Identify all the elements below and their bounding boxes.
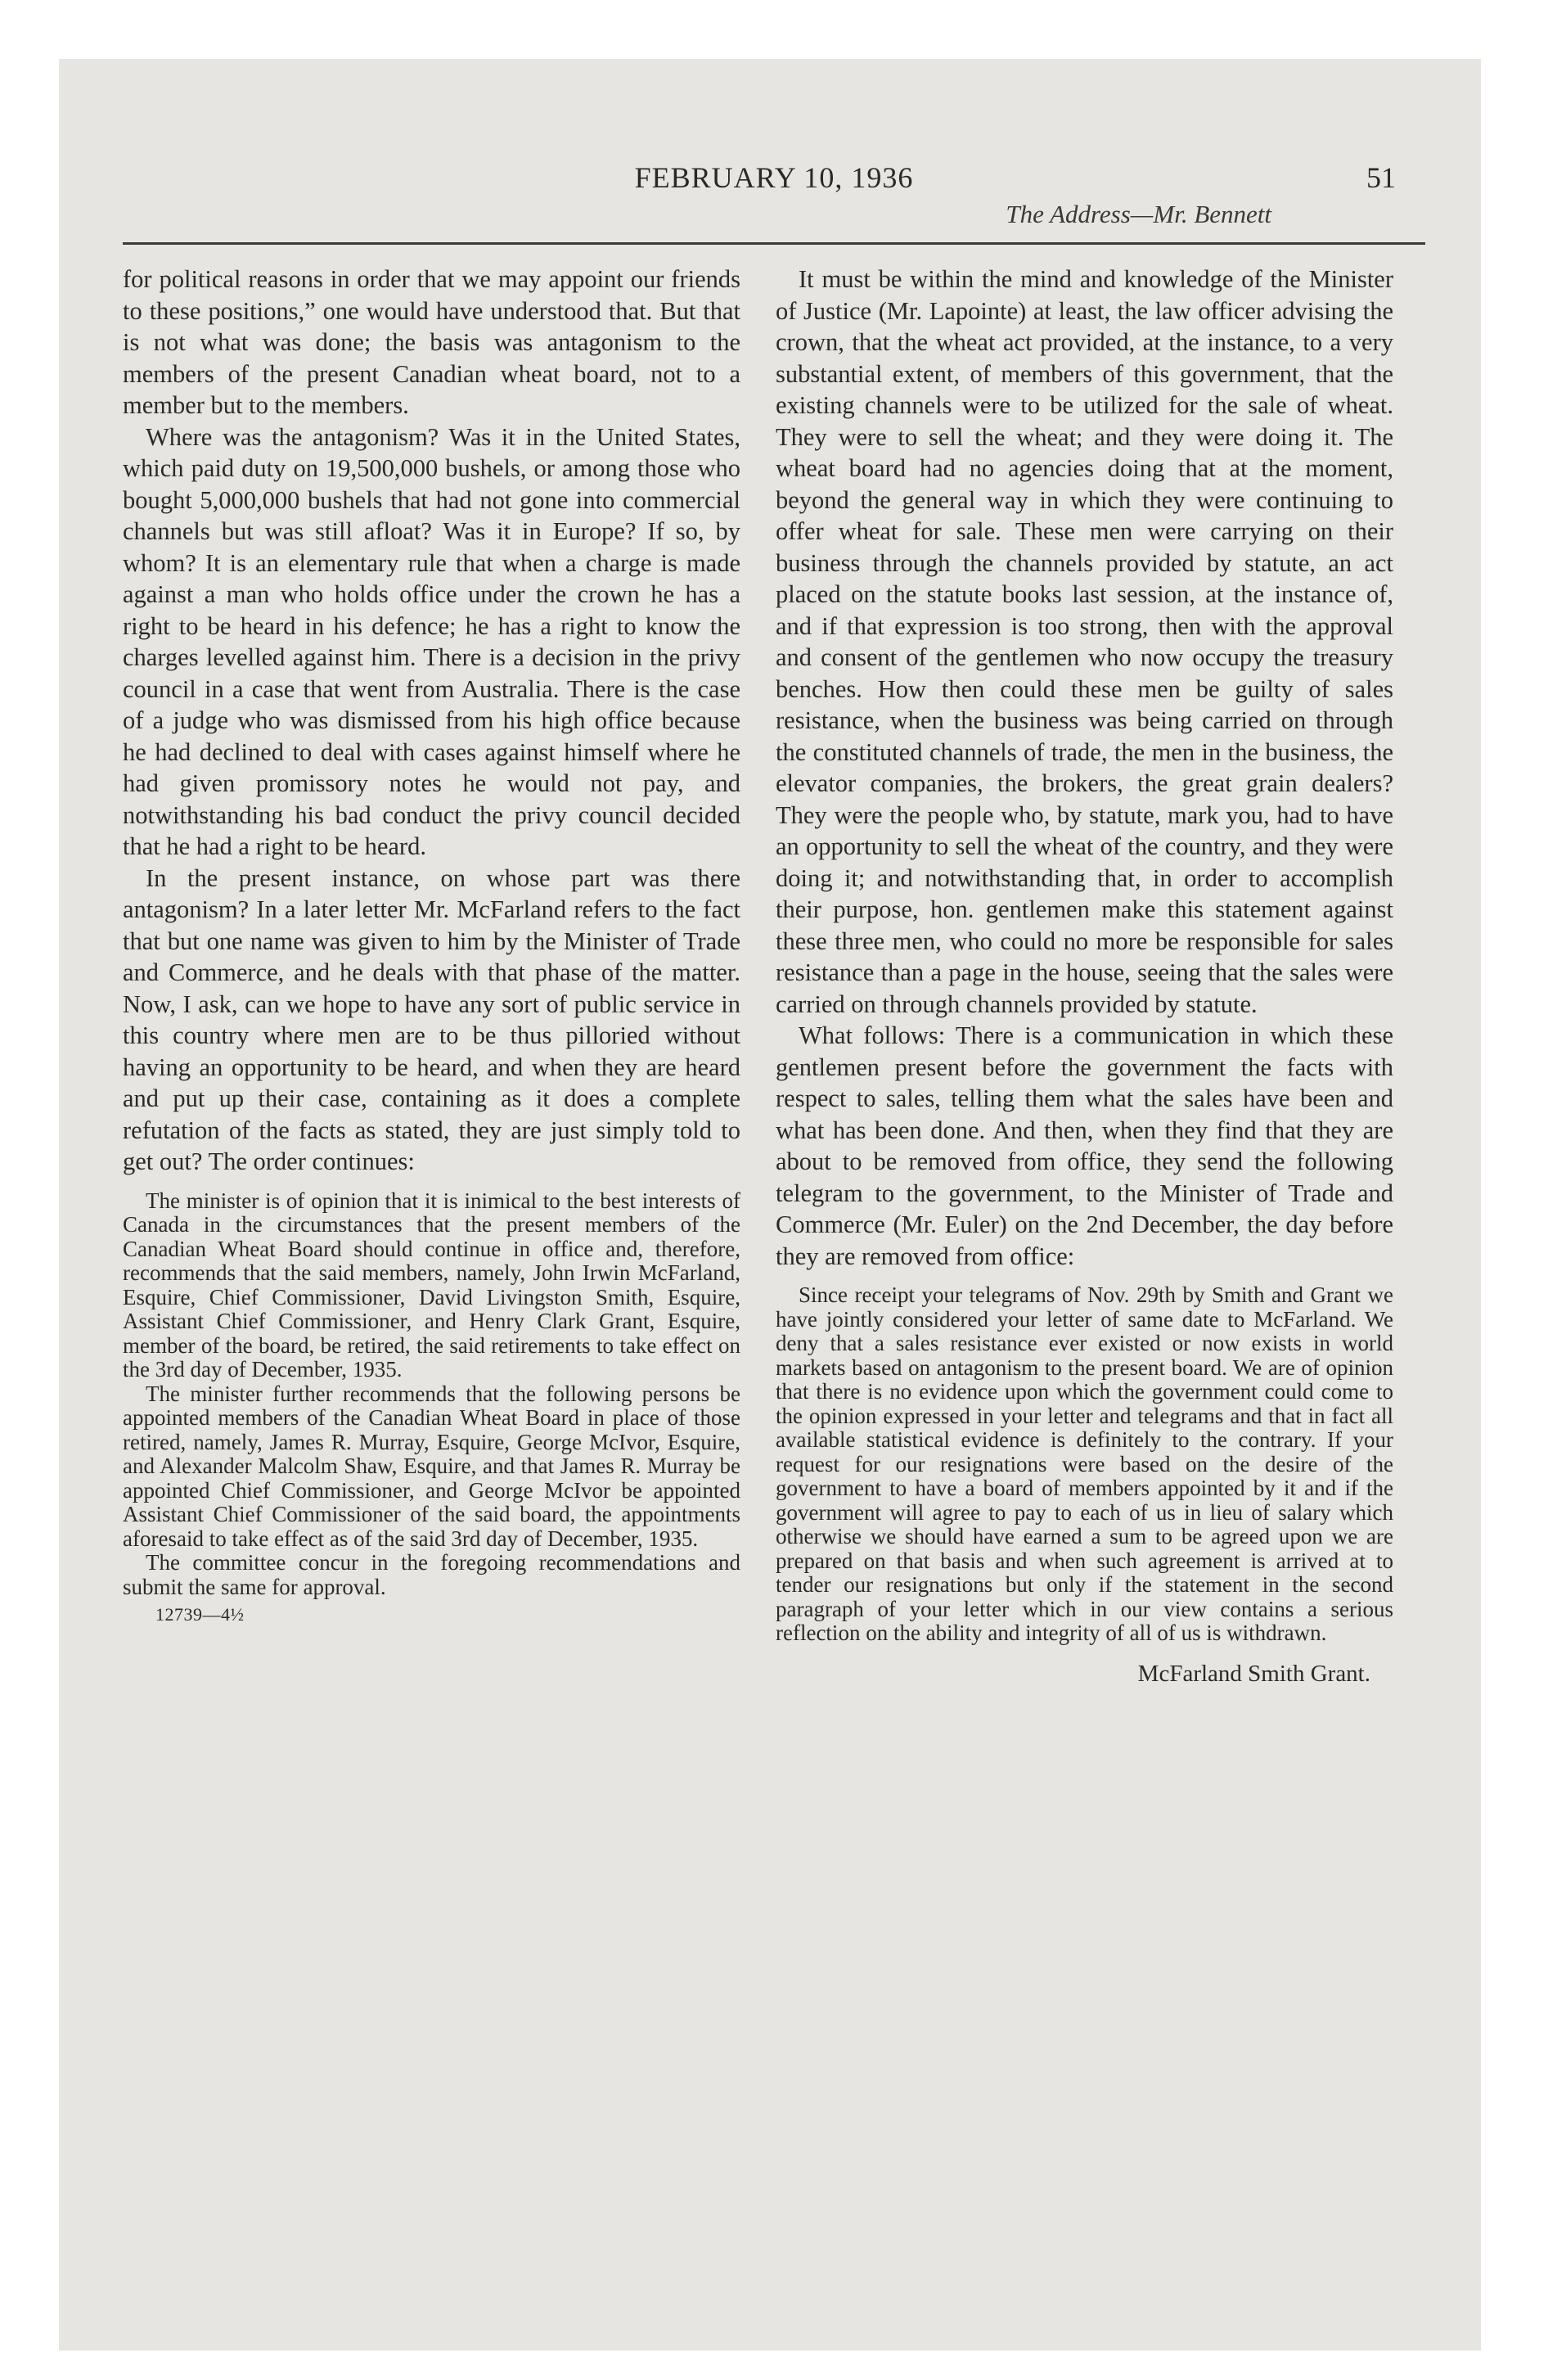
quote-paragraph: The minister further recommends that the following persons be appointed members of the Canadian Wheat Board in place of those retired, namely, James R. Murray, Esquire, George McIvor, Esquire, and Alexander Malcolm Shaw, Esquire, and that James R. Murray be appointed Chief Commissioner, and George McIvor be appointed Assistant Chief Commissioner of the said board, the appointments aforesaid to take effect as of the said 3rd day of December, 1935.	[123, 1381, 740, 1551]
right-column	[776, 264, 1393, 1688]
sheet-reference: 12739—4½	[155, 1604, 245, 1625]
paragraph: It must be within the mind and knowledge of the Minister of Justice (Mr. Lapointe) at least, the law officer advising the crown, that the wheat act provided, at the instance, to a very substantial extent, of members of this government, that the existing channels were to be utilized for the sale of wheat. They were to sell the wheat; and they were doing it. The wheat board had no agencies doing that at the moment, beyond the general way in which they were continuing to offer wheat for sale. These men were carrying on their business through the channels provided by statute, an act placed on the statute books last session, at the instance of, and if that expression is too strong, then with the approval and consent of the gentlemen who now occupy the treasury benches. How then could these men be guilty of sales resistance, when the business was being carried on through the constituted channels of trade, the men in the business, the elevator companies, the brokers, the great grain dealers? They were the people who, by statute, mark you, had to have an opportunity to sell the wheat of the country, and they were doing it; and notwithstanding that, in order to accomplish their purpose, hon. gentlemen make this statement against these three men, who could no more be responsible for sales resistance than a page in the house, seeing that the sales were carried on through channels provided by statute.	[776, 265, 1393, 1018]
header-date: FEBRUARY 10, 1936	[634, 161, 914, 194]
left-column	[123, 264, 740, 1625]
telegram-signature: McFarland Smith Grant.	[1137, 1660, 1370, 1687]
page-header	[123, 160, 1425, 242]
running-head: The Address—Mr. Bennett	[1006, 200, 1271, 228]
paragraph: In the present instance, on whose part was there antagonism? In a later letter Mr. McFarland refers to the fact that but one name was given to him by the Minister of Trade and Commerce, and he deals with that phase of the matter. Now, I ask, can we hope to have any sort of public service in this country where men are to be thus pilloried without having an opportunity to be heard, and when they are heard and put up their case, containing as it does a complete refutation of the facts as stated, they are just simply told to get out? The order continues:	[123, 863, 740, 1175]
header-rule	[123, 242, 1425, 245]
order-in-council-quote	[123, 1189, 740, 1600]
paragraph: Where was the antagonism? Was it in the United States, which paid duty on 19,500,000 bushels, or among those who bought 5,000,000 bushels that had not gone into commercial channels but was still afloat? Was it in Europe? If so, by whom? It is an elementary rule that when a charge is made against a man who holds office under the crown he has a right to be heard in his defence; he has a right to know the charges levelled against him. There is a decision in the privy council in a case that went from Australia. There is the case of a judge who was dismissed from his high office because he had declined to deal with cases against himself where he had given promissory notes he would not pay, and notwithstanding his bad conduct the privy council decided that he had a right to be heard.	[123, 422, 740, 860]
quote-paragraph: Since receipt your telegrams of Nov. 29th by Smith and Grant we have jointly considered your letter of same date to McFarland. We deny that a sales resistance ever existed or now exists in world markets based on antagonism to the present board. We are of opinion that there is no evidence upon which the government could come to the opinion expressed in your letter and telegrams and that in fact all available statistical evidence is definitely to the contrary. If your request for our resignations were based on the desire of the government to have a board of members appointed by it and if the government will agree to pay to each of us in lieu of salary which otherwise we should have earned a sum to be agreed upon we are prepared on that basis and when such agreement is arrived at to tender our resignations but only if the statement in the second paragraph of your letter which in our view contains a serious reflection on the ability and integrity of all of us is withdrawn.	[776, 1282, 1393, 1645]
paragraph: for political reasons in order that we may appoint our friends to these positions,” one would have understood that. But that is not what was done; the basis was antagonism to the members of the present Canadian wheat board, not to a member but to the members.	[123, 265, 740, 419]
quote-paragraph: The minister is of opinion that it is inimical to the best interests of Canada in the circumstances that the present members of the Canadian Wheat Board should continue in office and, therefore, recommends that the said members, namely, John Irwin McFarland, Esquire, Chief Commissioner, David Livingston Smith, Esquire, Assistant Chief Commissioner, and Henry Clark Grant, Esquire, member of the board, be retired, the said retirements to take effect on the 3rd day of December, 1935.	[123, 1188, 740, 1382]
telegram-quote	[776, 1283, 1393, 1646]
paragraph: What follows: There is a communication in which these gentlemen present before the government the facts with respect to sales, telling them what the sales have been and what has been done. And then, when they find that they are about to be removed from office, they send the following telegram to the government, to the Minister of Trade and Commerce (Mr. Euler) on the 2nd December, the day before they are removed from office:	[776, 1021, 1393, 1270]
quote-paragraph: The committee concur in the foregoing recommendations and submit the same for approval.	[123, 1550, 740, 1599]
page-number: 51	[1366, 161, 1396, 194]
